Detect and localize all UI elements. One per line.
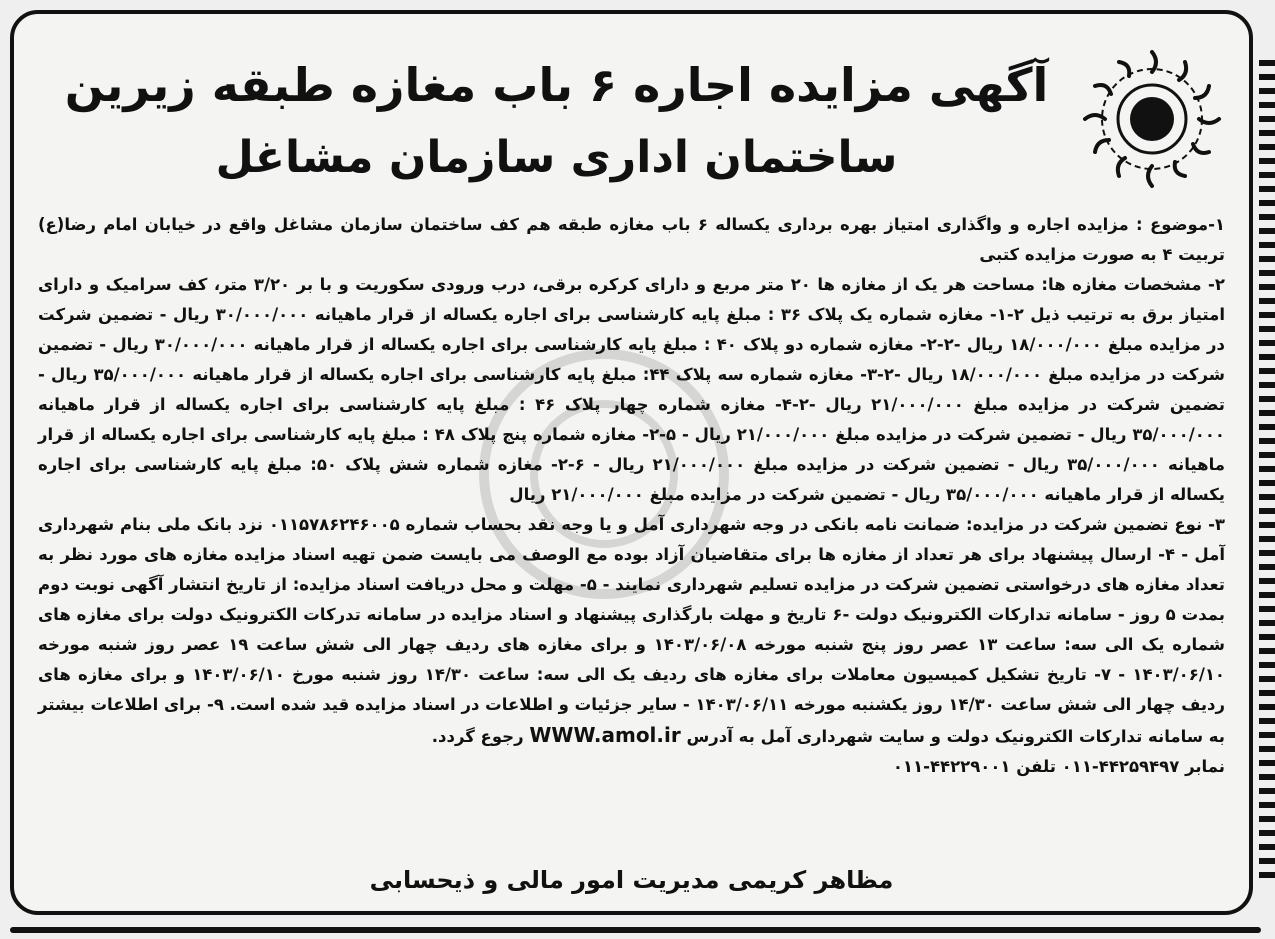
paragraph-subject: ۱-موضوع : مزایده اجاره و واگذاری امتیاز بهره برداری یکساله ۶ باب مغازه طبقه هم کف ساختمان سازمان مشاغل واقع در خیابان امام رضا(ع) تربیت ۴ به صورت مزایده کتبی <box>38 215 1225 264</box>
paragraph-terms <box>38 510 1225 752</box>
page-bottom-border <box>10 927 1261 933</box>
page-edge-strip <box>1259 60 1275 880</box>
notice-body <box>38 210 1225 782</box>
notice-title-line1: آگهی مزایده اجاره ۶ باب مغازه طبقه زیرین <box>64 58 1049 112</box>
notice-title-line2: ساختمان اداری سازمان مشاغل <box>215 132 898 183</box>
paragraph-shop-specs: ۲- مشخصات مغازه ها: مساحت هر یک از مغازه ها ۲۰ متر مربع و دارای کرکره برقی، درب ورودی سکوریت و با بر ۳/۲۰ متر، کف سرامیک و دارای امتیاز برق به ترتیب ذیل ۲-۱- مغازه شماره یک پلاک ۳۶ : مبلغ پایه کارشناسی برای اجاره یکساله از قرار ماهیانه ۳۰/۰۰۰/۰۰۰ ریال - تضمین شرکت در مزایده مبلغ ۱۸/۰۰۰/۰۰۰ ریال -۲-۲- مغازه شماره دو پلاک ۴۰ : مبلغ پایه کارشناسی برای اجاره یکساله از قرار ماهیانه ۳۰/۰۰۰/۰۰۰ ریال - تضمین شرکت در مزایده مبلغ ۱۸/۰۰۰/۰۰۰ ریال -۲-۳- مغازه شماره سه پلاک ۴۴: مبلغ پایه کارشناسی برای اجاره یکساله از قرار ماهیانه ۳۵/۰۰۰/۰۰۰ ریال - تضمین شرکت در مزایده مبلغ ۲۱/۰۰۰/۰۰۰ ریال -۲-۴- مغازه شماره چهار پلاک ۴۶ : مبلغ پایه کارشناسی برای اجاره یکساله از قرار ماهیانه ۳۵/۰۰۰/۰۰۰ ریال - تضمین شرکت در مزایده مبلغ ۲۱/۰۰۰/۰۰۰ ریال - ۵-۲- مغازه شماره پنج پلاک ۴۸ : مبلغ پایه کارشناسی برای اجاره یکساله از قرار ماهیانه ۳۵/۰۰۰/۰۰۰ ریال - تضمین شرکت در مزایده مبلغ ۲۱/۰۰۰/۰۰۰ ریال - ۶-۲- مغازه شماره شش پلاک ۵۰: مبلغ پایه کارشناسی برای اجاره یکساله از قرار ماهیانه ۳۵/۰۰۰/۰۰۰ ریال - تضمین شرکت در مزایده مبلغ ۲۱/۰۰۰/۰۰۰ ریال <box>38 275 1226 504</box>
website-link[interactable]: WWW.amol.ir <box>529 723 681 747</box>
signature: مظاهر کریمی مدیریت امور مالی و ذیحسابی <box>369 866 894 894</box>
contact-line: نمابر ۴۴۲۵۹۴۹۷-۰۱۱ تلفن ۴۴۲۲۹۰۰۱-۰۱۱ <box>892 757 1225 776</box>
municipality-seal-logo <box>1077 44 1227 194</box>
notice-frame <box>10 10 1253 915</box>
terms-text: ۳- نوع تضمین شرکت در مزایده: ضمانت نامه بانکی در وجه شهرداری آمل و یا وجه نقد بحساب شماره ۰۱۱۵۷۸۶۲۴۶۰۰۵ نزد بانک ملی بنام شهرداری آمل - ۴- ارسال پیشنهاد برای هر تعداد از مغازه ها برای متقاضیان آزاد بوده مع الوصف می بایست ضمن تهیه اسناد مزایده مغازه های مورد نظر به تعداد مغازه های درخواستی تضمین شرکت در مزایده تسلیم شهرداری نمایند - ۵- مهلت و محل دریافت اسناد مزایده: از تاریخ انتشار آگهی نوبت دوم بمدت ۵ روز - سامانه تدارکات الکترونیک دولت -۶ تاریخ و مهلت بارگذاری پیشنهاد و اسناد مزایده در سامانه تدرکات الکترونیک دولت برای مغازه های شماره یک الی سه: ساعت ۱۳ عصر روز پنج شنبه مورخه ۱۴۰۳/۰۶/۰۸ و برای مغازه های ردیف چهار الی شش ساعت ۱۹ عصر روز شنبه مورخه ۱۴۰۳/۰۶/۱۰ - ۷- تاریخ تشکیل کمیسیون معاملات برای مغازه های ردیف یک الی سه: ساعت ۱۴/۳۰ روز شنبه مورخ ۱۴۰۳/۰۶/۱۰ و برای مغازه های ردیف چهار الی شش ساعت ۱۴/۳۰ روز یکشنبه مورخه ۱۴۰۳/۰۶/۱۱ - سایر جزئیات و اطلاعات در اسناد مزایده قید شده است. ۹- برای اطلاعات بیشتر به سامانه تدارکات الکترونیک دولت و سایت شهرداری آمل به آدرس <box>38 515 1226 746</box>
terms-end: رجوع گردد. <box>431 727 524 746</box>
